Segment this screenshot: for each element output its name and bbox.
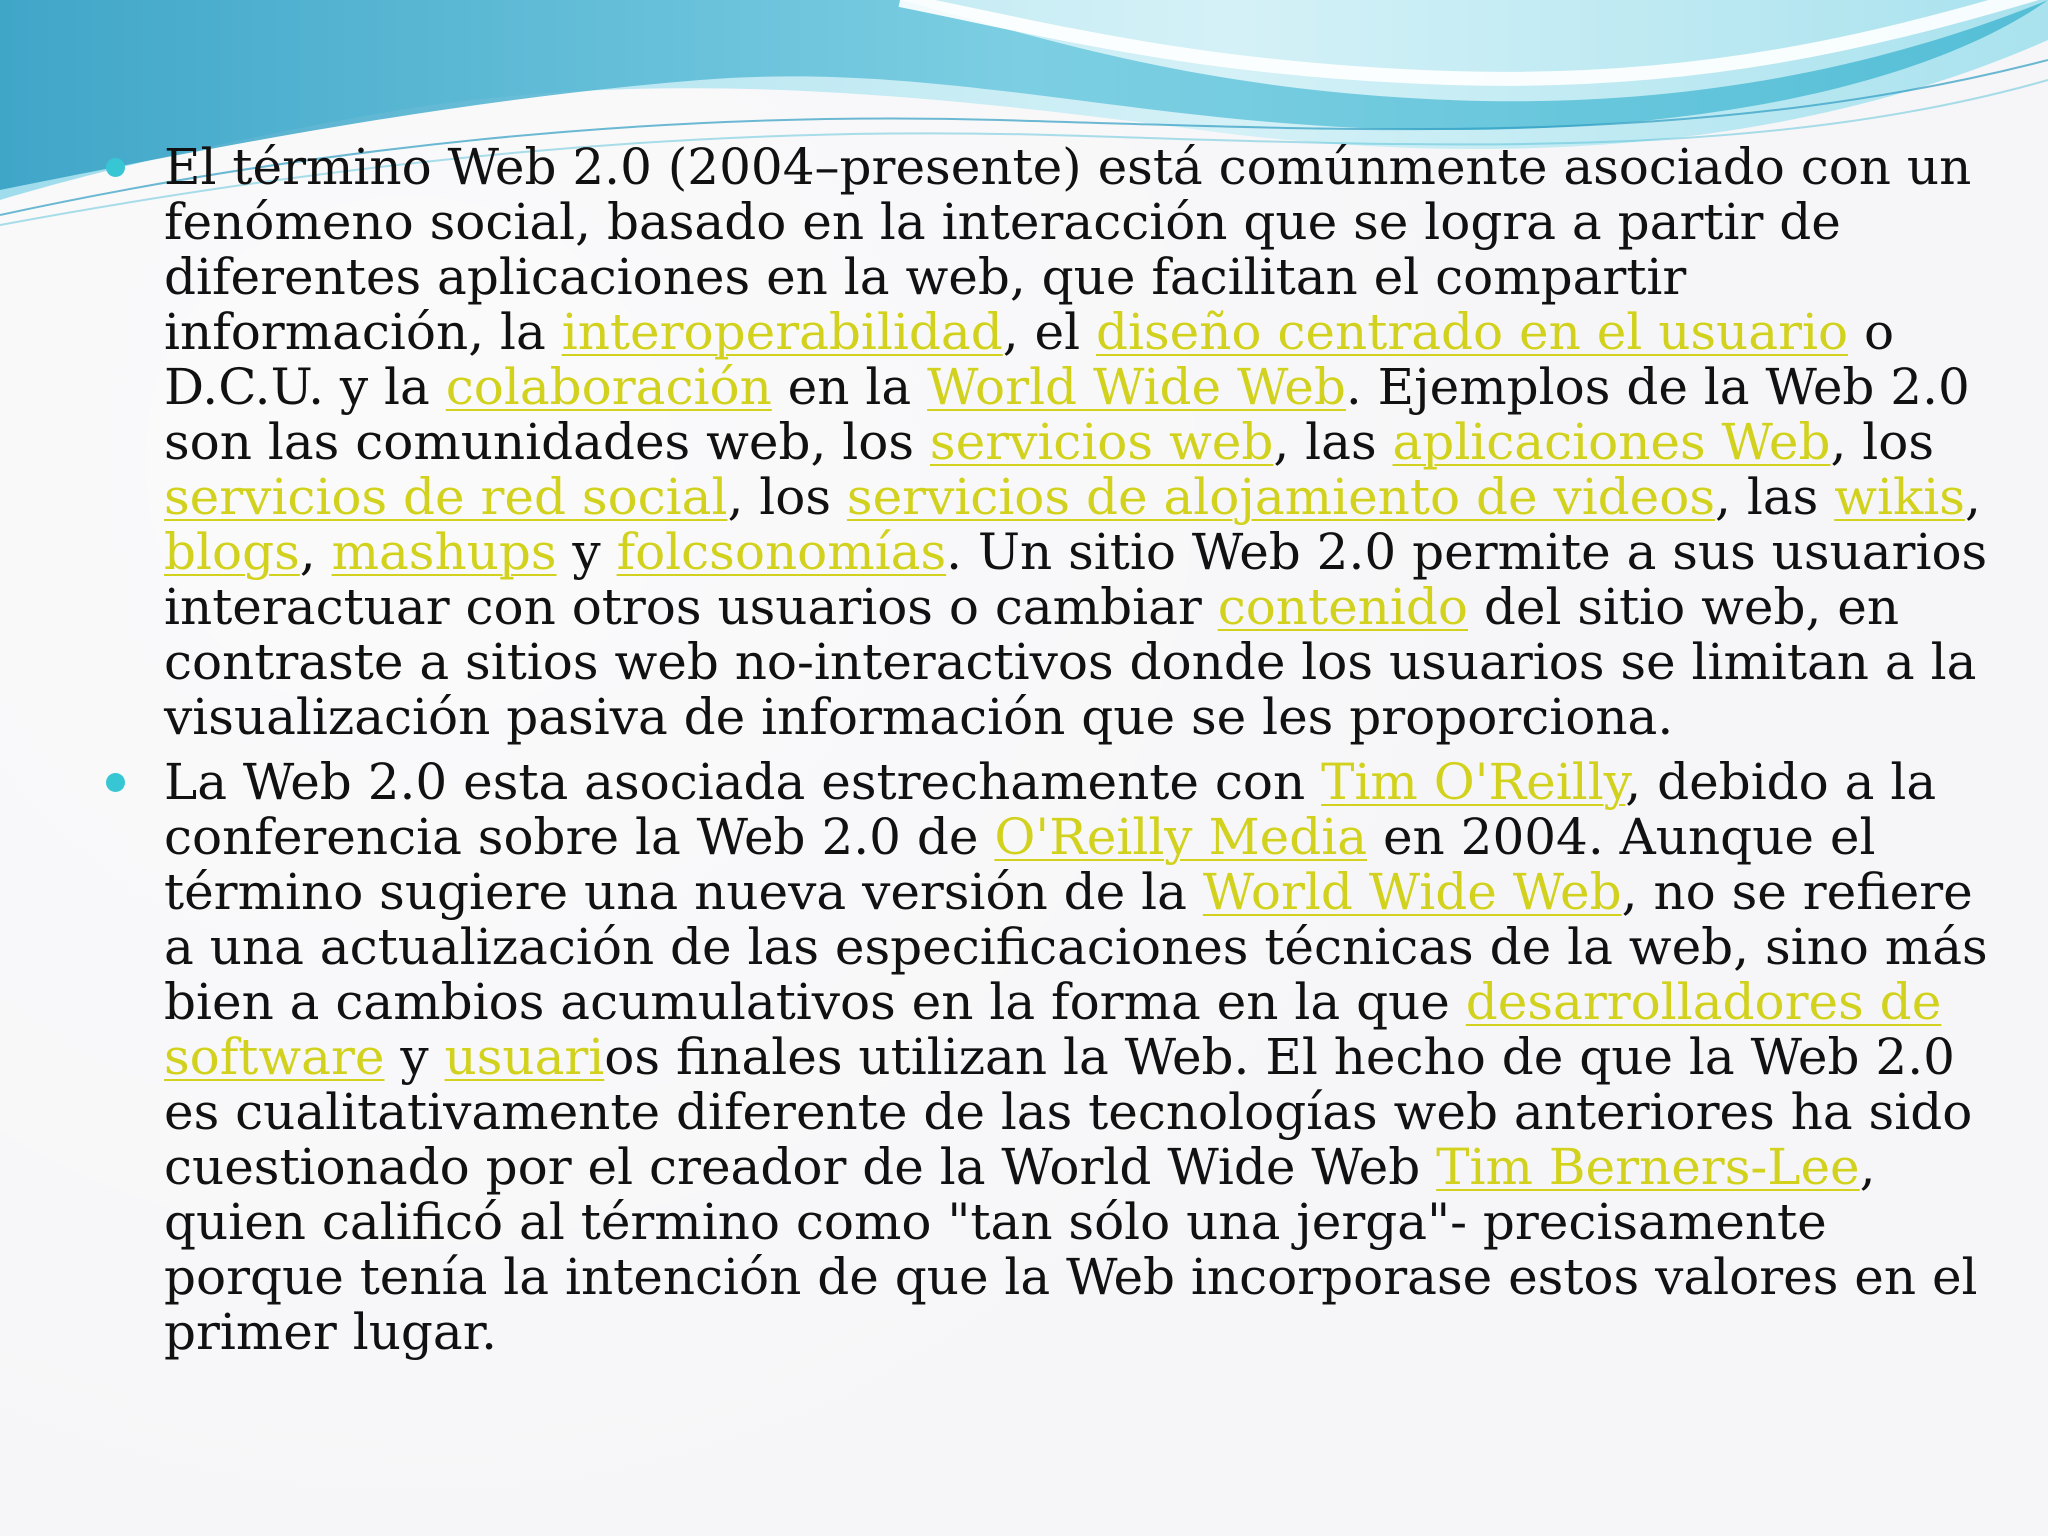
text-line (164, 415, 1984, 470)
text-run: del sitio web, en (1467, 578, 1900, 636)
hyperlink[interactable]: Tim Berners-Lee (1436, 1138, 1860, 1196)
text-run: bien a cambios acumulativos en la forma en la que (164, 973, 1466, 1031)
text-line (164, 918, 1988, 976)
hyperlink[interactable]: diseño centrado en el usuario (1095, 303, 1849, 361)
text-run: son las comunidades web, los (164, 413, 930, 471)
text-line (164, 523, 1988, 581)
text-run: , las (1273, 413, 1393, 471)
text-line (164, 250, 1984, 305)
text-run: quien calificó al término como "tan sólo una jerga"- precisamente (164, 1193, 1827, 1251)
text-line (164, 1085, 1984, 1140)
text-run: visualización pasiva de información que se les proporciona. (164, 688, 1674, 746)
text-run: , (1964, 468, 1981, 526)
hyperlink[interactable]: aplicaciones Web (1392, 413, 1831, 471)
text-line (164, 1195, 1984, 1250)
text-line (164, 810, 1984, 865)
text-run: contraste a sitios web no-interactivos donde los usuarios se limitan a la (164, 633, 1977, 691)
text-line (164, 140, 1984, 195)
circle-bullet-icon (106, 773, 125, 792)
text-line (164, 580, 1984, 635)
text-line (164, 635, 1984, 690)
text-run: interactuar con otros usuarios o cambiar (164, 578, 1218, 636)
text-run: , las (1715, 468, 1835, 526)
text-run: , (299, 523, 332, 581)
hyperlink[interactable]: desarrolladores de (1465, 973, 1942, 1031)
text-line (164, 1030, 1984, 1085)
hyperlink[interactable]: servicios de alojamiento de videos (846, 468, 1716, 526)
text-run: a una actualización de las especificaciones técnicas de la web, sino más (164, 918, 1988, 976)
text-line (164, 1250, 1984, 1305)
text-line (164, 690, 1984, 745)
text-run: , debido a la (1625, 753, 1937, 811)
hyperlink[interactable]: contenido (1217, 578, 1468, 636)
hyperlink[interactable]: World Wide Web (1202, 863, 1622, 921)
hyperlink[interactable]: wikis (1834, 468, 1965, 526)
hyperlink[interactable]: World Wide Web (927, 358, 1346, 416)
hyperlink[interactable]: Tim O'Reilly (1321, 753, 1626, 811)
text-run: o (1848, 303, 1895, 361)
text-run: primer lugar. (164, 1303, 498, 1361)
hyperlink[interactable]: O'Reilly Media (994, 808, 1368, 866)
text-run: . Un sitio Web 2.0 permite a sus usuarios (946, 523, 1988, 581)
text-run: y (556, 523, 617, 581)
hyperlink[interactable]: usuari (444, 1028, 605, 1086)
text-line (164, 470, 1984, 525)
hyperlink[interactable]: interoperabilidad (561, 303, 1003, 361)
hyperlink[interactable]: blogs (164, 523, 300, 581)
text-run: , no se refiere (1621, 863, 1973, 921)
text-line (164, 1305, 1984, 1360)
hyperlink[interactable]: colaboración (445, 358, 772, 416)
text-run: diferentes aplicaciones en la web, que facilitan el compartir (164, 248, 1687, 306)
text-line (164, 755, 1984, 810)
text-line (164, 975, 1984, 1030)
text-run: , (1859, 1138, 1876, 1196)
text-line (164, 360, 1984, 415)
text-run: D.C.U. y la (164, 358, 446, 416)
text-run: conferencia sobre la Web 2.0 de (164, 808, 995, 866)
text-line (164, 865, 1984, 920)
text-run: , los (727, 468, 847, 526)
text-line (164, 1140, 1984, 1195)
text-run: es cualitativamente diferente de las tecnologías web anteriores ha sido (164, 1083, 1973, 1141)
text-run: El término Web 2.0 (2004–presente) está comúnmente asociado con un (164, 138, 1972, 196)
hyperlink[interactable]: mashups (331, 523, 557, 581)
text-run: os (604, 1028, 676, 1086)
text-run: cuestionado por el creador de la World Wide Web (164, 1138, 1437, 1196)
text-line (164, 195, 1984, 250)
hyperlink[interactable]: servicios web (929, 413, 1274, 471)
bullet-item (104, 138, 1988, 746)
text-run: , el (1002, 303, 1096, 361)
text-run: en 2004. Aunque el (1367, 808, 1876, 866)
text-run: porque tenía la intención de que la Web incorporase estos valores en el (164, 1248, 1978, 1306)
hyperlink[interactable]: folcsonomías (616, 523, 947, 581)
text-run: finales utilizan la Web. El hecho de que la Web 2.0 (675, 1028, 1955, 1086)
hyperlink[interactable]: software (164, 1028, 385, 1086)
bullet-item (104, 753, 1988, 1361)
text-run: . Ejemplos de la Web 2.0 (1345, 358, 1970, 416)
text-run: La Web 2.0 esta asociada estrechamente con (164, 753, 1322, 811)
bullet-list (104, 138, 1988, 1361)
text-run: en la (771, 358, 928, 416)
text-run: término sugiere una nueva versión de la (164, 863, 1203, 921)
text-line (164, 305, 1984, 360)
circle-bullet-icon (106, 158, 125, 177)
slide-body (104, 138, 1988, 1370)
hyperlink[interactable]: servicios de red social (164, 468, 728, 526)
text-run: , los (1830, 413, 1935, 471)
text-run: información, la (164, 303, 562, 361)
text-run: y (384, 1028, 445, 1086)
text-run: fenómeno social, basado en la interacción que se logra a partir de (164, 193, 1841, 251)
